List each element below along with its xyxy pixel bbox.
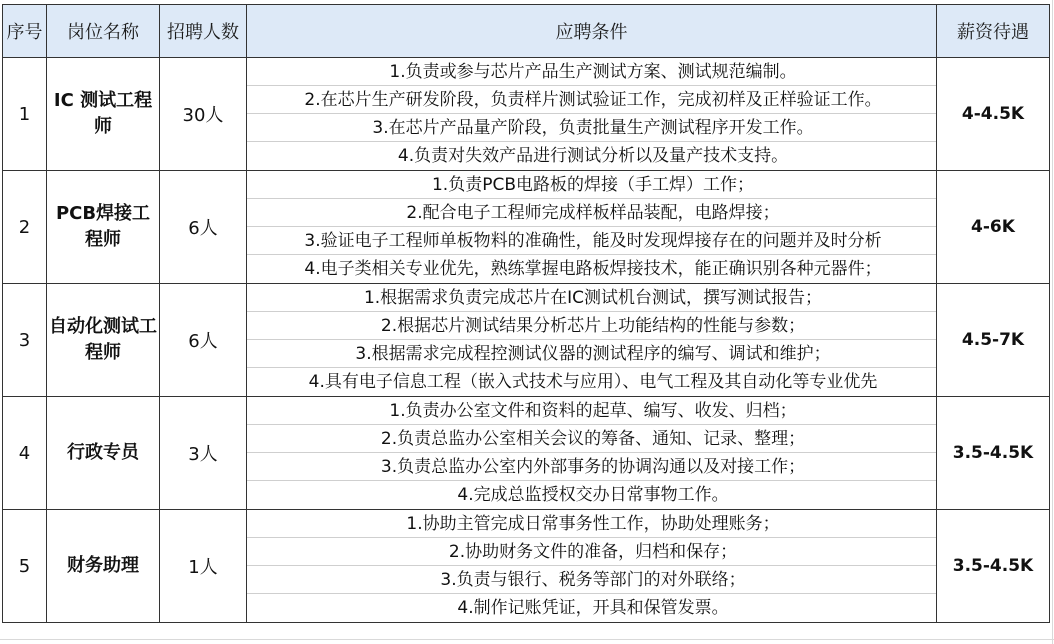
requirement-line[interactable]: 3.根据需求完成程控测试仪器的测试程序的编写、调试和维护； (247, 340, 936, 368)
table-row (3, 284, 1050, 397)
requirement-line[interactable]: 2.协助财务文件的准备，归档和保存； (247, 538, 936, 566)
requirement-line[interactable]: 2.在芯片生产研发阶段，负责样片测试验证工作，完成初样及正样验证工作。 (247, 86, 936, 114)
requirement-line[interactable]: 3.负责与银行、税务等部门的对外联络； (247, 566, 936, 594)
cell-requirements (247, 510, 937, 623)
cell-requirements (247, 58, 937, 171)
cell-headcount[interactable]: 3人 (160, 397, 247, 510)
cell-salary[interactable]: 4.5-7K (937, 284, 1050, 397)
requirement-line[interactable]: 1.负责或参与芯片产品生产测试方案、测试规范编制。 (247, 58, 936, 86)
requirement-line[interactable]: 3.在芯片产品量产阶段，负责批量生产测试程序开发工作。 (247, 114, 936, 142)
table-row (3, 510, 1050, 623)
requirement-line[interactable]: 2.配合电子工程师完成样板样品装配，电路焊接； (247, 199, 936, 227)
requirement-line[interactable]: 1.负责办公室文件和资料的起草、编写、收发、归档； (247, 397, 936, 425)
header-cell-name[interactable]: 岗位名称 (47, 5, 160, 58)
job-table (2, 4, 1050, 623)
requirement-line[interactable]: 1.负责PCB电路板的焊接（手工焊）工作； (247, 171, 936, 199)
requirement-line[interactable]: 3.负责总监办公室内外部事务的协调沟通以及对接工作； (247, 453, 936, 481)
cell-position-name[interactable]: PCB焊接工程师 (47, 171, 160, 284)
requirement-line[interactable]: 4.制作记账凭证，开具和保管发票。 (457, 598, 729, 618)
cell-position-name[interactable]: 财务助理 (47, 510, 160, 623)
gridline (1052, 0, 1053, 644)
cell-position-name[interactable]: 自动化测试工程师 (47, 284, 160, 397)
requirement-line[interactable]: 2.负责总监办公室相关会议的筹备、通知、记录、整理； (247, 425, 936, 453)
table-row (3, 58, 1050, 171)
cell-salary[interactable]: 3.5-4.5K (937, 510, 1050, 623)
cell-requirements (247, 171, 937, 284)
cell-salary[interactable]: 3.5-4.5K (937, 397, 1050, 510)
cell-no[interactable]: 5 (3, 510, 47, 623)
gridline (0, 639, 1054, 640)
requirement-line[interactable]: 4.负责对失效产品进行测试分析以及量产技术支持。 (397, 146, 789, 166)
cell-headcount[interactable]: 6人 (160, 284, 247, 397)
cell-headcount[interactable]: 1人 (160, 510, 247, 623)
requirement-line[interactable]: 4.完成总监授权交办日常事物工作。 (457, 485, 729, 505)
cell-requirements (247, 284, 937, 397)
cell-position-name[interactable]: 行政专员 (47, 397, 160, 510)
requirement-line[interactable]: 1.协助主管完成日常事务性工作，协助处理账务； (247, 510, 936, 538)
requirement-line[interactable]: 2.根据芯片测试结果分析芯片上功能结构的性能与参数； (247, 312, 936, 340)
cell-no[interactable]: 1 (3, 58, 47, 171)
table-row (3, 397, 1050, 510)
header-cell-salary[interactable]: 薪资待遇 (937, 5, 1050, 58)
requirement-line[interactable]: 3.验证电子工程师单板物料的准确性，能及时发现焊接存在的问题并及时分析 (247, 227, 936, 255)
requirement-line[interactable]: 1.根据需求负责完成芯片在IC测试机台测试，撰写测试报告； (247, 284, 936, 312)
table-row (3, 171, 1050, 284)
cell-salary[interactable]: 4-4.5K (937, 58, 1050, 171)
cell-requirements (247, 397, 937, 510)
cell-position-name[interactable]: IC 测试工程师 (47, 58, 160, 171)
cell-no[interactable]: 3 (3, 284, 47, 397)
cell-headcount[interactable]: 6人 (160, 171, 247, 284)
requirement-line[interactable]: 4.具有电子信息工程（嵌入式技术与应用）、电气工程及其自动化等专业优先 (308, 372, 878, 392)
cell-headcount[interactable]: 30人 (160, 58, 247, 171)
header-cell-no[interactable]: 序号 (3, 5, 47, 58)
header-cell-count[interactable]: 招聘人数 (160, 5, 247, 58)
cell-no[interactable]: 4 (3, 397, 47, 510)
cell-salary[interactable]: 4-6K (937, 171, 1050, 284)
requirement-line[interactable]: 4.电子类相关专业优先，熟练掌握电路板焊接技术，能正确识别各种元器件； (304, 259, 882, 279)
cell-no[interactable]: 2 (3, 171, 47, 284)
header-row (3, 5, 1050, 58)
header-cell-requirements[interactable]: 应聘条件 (247, 5, 937, 58)
